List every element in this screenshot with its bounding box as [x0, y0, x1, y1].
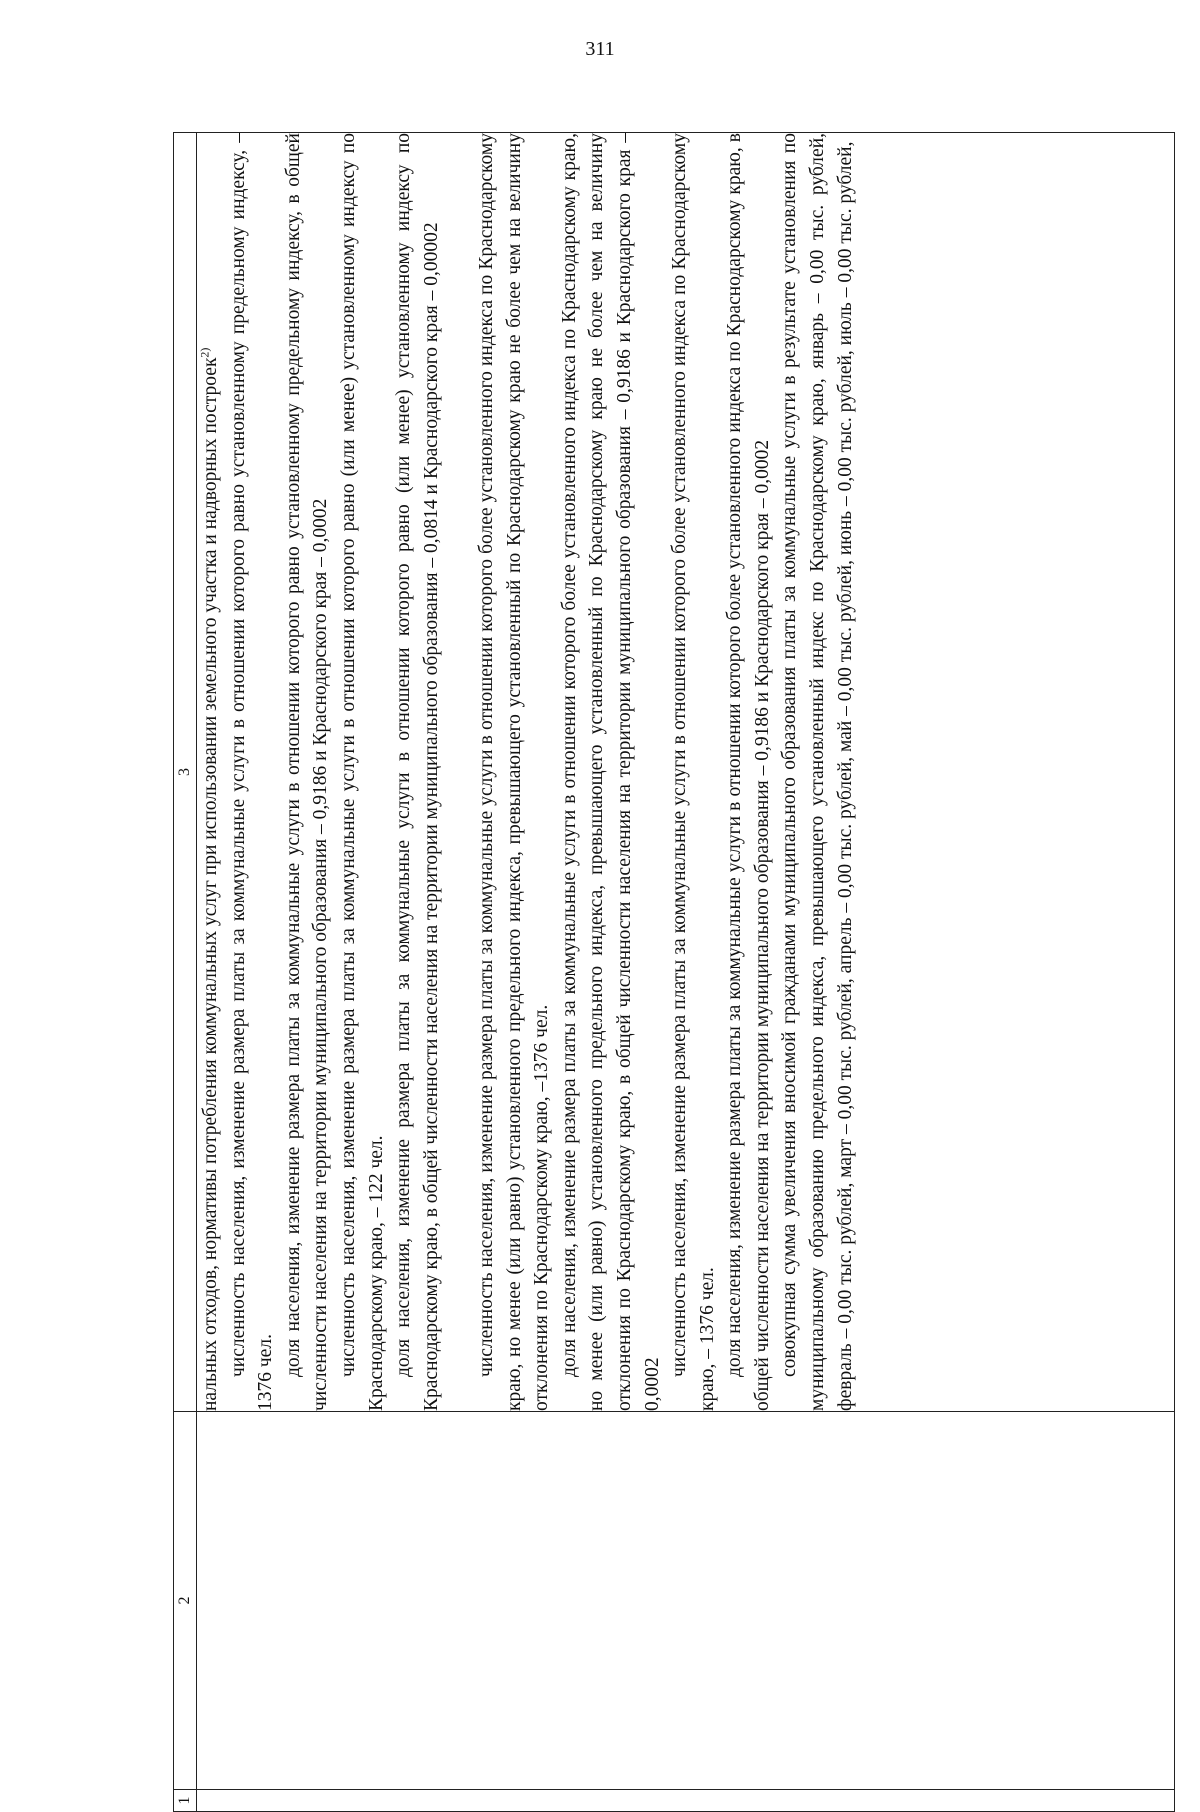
- column-header-1: 1: [174, 1790, 197, 1812]
- paragraph-2: численность населения, изменение размера платы за коммунальные услуги в отношении которого равно установленному предельному индексу, – 1376 чел.: [227, 133, 277, 1411]
- rotated-table-wrapper: [173, 132, 1175, 1812]
- paragraph-8: численность населения, изменение размера платы за коммунальные услуги в отношении которого более установленного индекса по Краснодарскому краю, – 1376 чел.: [669, 133, 718, 1411]
- page-number: 311: [585, 38, 615, 60]
- paragraph-4: численность населения, изменение размера платы за коммунальные услуги в отношении которого равно (или менее) установленному индексу по Краснодарскому краю, – 122 чел.: [337, 133, 387, 1411]
- column-2-cell: [197, 1412, 1175, 1790]
- paragraph-5: доля населения, изменение размера платы за коммунальные услуги в отношении которого равно (или менее) установленному индексу по Краснодарскому краю, в общей численности населения на территории муниципального образования – 0,0814 и Краснодарского края – 0,00002: [393, 133, 442, 1411]
- column-3-cell: [197, 133, 1175, 1412]
- column-header-2: 2: [174, 1412, 197, 1790]
- paragraph-7: доля населения, изменение размера платы за коммунальные услуги в отношении которого более установленного индекса по Краснодарскому краю, но менее (или равно) установленного предельного индекса, превышающего установленный по Краснодарскому краю не более чем на величину отклонения по Краснодарскому краю, в общей численности населения на территории муниципального образования – 0,9186 и Краснодарского края – 0,0002: [558, 133, 663, 1411]
- paragraph-3: доля населения, изменение размера платы за коммунальные услуги в отношении которого равно установленному предельному индексу, в общей численности населения на территории муниципального образования – 0,9186 и Краснодарского края – 0,0002: [282, 133, 332, 1411]
- table-header-row: [174, 133, 197, 1812]
- column-1-cell: [197, 1790, 1175, 1812]
- paragraph-9: доля населения, изменение размера платы за коммунальные услуги в отношении которого более установленного индекса по Краснодарскому краю, в общей численности населения на территории муниципального образования – 0,9186 и Краснодарского края – 0,0002: [724, 133, 773, 1411]
- paragraph-10: совокупная сумма увеличения вносимой гражданами муниципального образования платы за коммунальные услуги в результате установления по муниципальному образованию предельного индекса, превышающего установленный индекс по Краснодарскому краю, январь – 0,00 тыс. рублей, февраль – 0,00 тыс. рублей, март – 0,00 тыс. рублей, апрель – 0,00 тыс. рублей, май – 0,00 тыс. рублей, июнь – 0,00 тыс. рублей, июль – 0,00 тыс. рублей,: [779, 133, 856, 1411]
- table-row: [197, 133, 1175, 1812]
- paragraph-1: [197, 133, 225, 1411]
- paragraph-6: численность населения, изменение размера платы за коммунальные услуги в отношении которого более установленного индекса по Краснодарскому краю, но менее (или равно) установленного предельного индекса, превышающего установленный по Краснодарскому краю не более чем на величину отклонения по Краснодарскому краю, –1376 чел.: [475, 133, 553, 1411]
- paragraph-1-text: нальных отходов, нормативы потребления коммунальных услуг при использовании земельного участка и надворных построек: [200, 357, 221, 1411]
- footnote-ref: 2): [197, 347, 212, 358]
- document-table: [173, 132, 1175, 1812]
- column-header-3: 3: [174, 133, 197, 1412]
